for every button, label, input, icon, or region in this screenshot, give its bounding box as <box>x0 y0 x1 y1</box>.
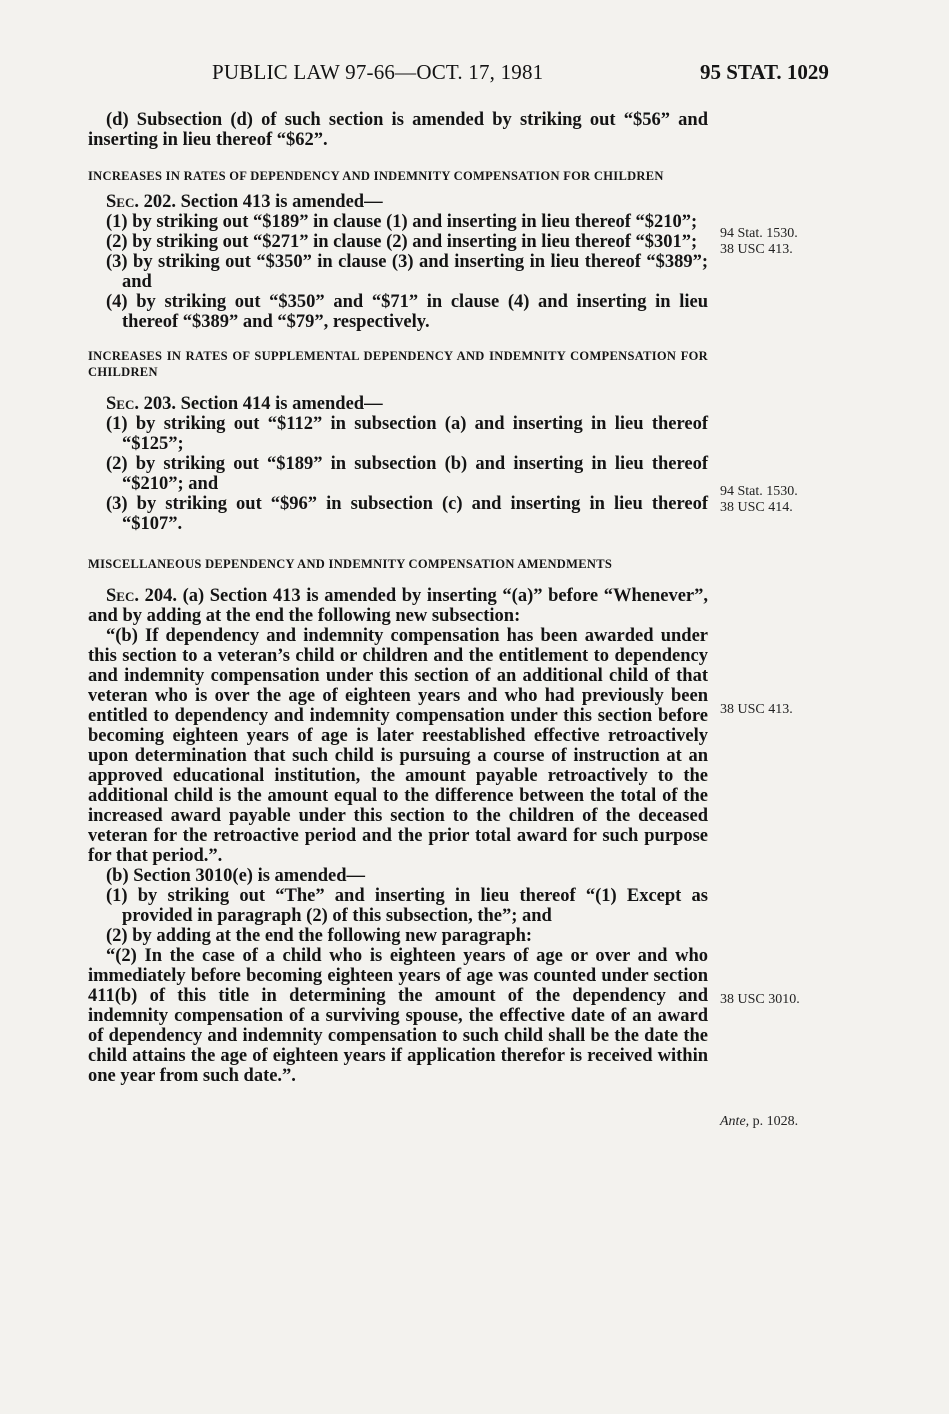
section-202-item-2: (2) by striking out “$271” in clause (2) and inserting in lieu thereof “$301”; <box>106 232 698 252</box>
body-text <box>88 110 708 1086</box>
section-204-a <box>88 586 708 626</box>
margin-note-usc-citation: 38 USC 413. <box>720 242 793 257</box>
section-203-intro <box>88 394 708 414</box>
section-204-quoted-paragraph-2: “(2) In the case of a child who is eighteen years of age or over and who immediately before becoming eighteen years of age was counted under section 411(b) of this title in determining the amount of the dependency and indemnity compensation of a surviving spouse, the effective date of an award of dependency and indemnity compensation to such child shall be the date the child attains the age of eighteen years if application therefor is received within one year from such date.”. <box>88 946 708 1086</box>
section-202-item-4: (4) by striking out “$350” and “$71” in clause (4) and inserting in lieu thereof “$389” and “$79”, respectively. <box>106 292 708 332</box>
margin-note-stat-citation: 94 Stat. 1530. <box>720 484 798 499</box>
margin-note-sec204-a <box>720 702 793 718</box>
section-202-intro-text: Section 413 is amended— <box>180 192 383 212</box>
margin-note-ante <box>720 1114 798 1130</box>
section-202-item-3: (3) by striking out “$350” in clause (3) and inserting in lieu thereof “$389”; and <box>106 252 708 292</box>
section-203-item-3: (3) by striking out “$96” in subsection (c) and inserting in lieu thereof “$107”. <box>106 494 708 534</box>
subsection-d: (d) Subsection (d) of such section is amended by striking out “$56” and inserting in lieu thereof “$62”. <box>88 110 708 150</box>
section-204-b-intro: (b) Section 3010(e) is amended— <box>106 866 365 886</box>
margin-note-ante-page: p. 1028. <box>749 1114 799 1129</box>
section-heading-202: INCREASES IN RATES OF DEPENDENCY AND INDEMNITY COMPENSATION FOR CHILDREN <box>88 169 664 183</box>
section-heading-204: MISCELLANEOUS DEPENDENCY AND INDEMNITY COMPENSATION AMENDMENTS <box>88 557 613 571</box>
margin-note-ante-italic: Ante, <box>720 1114 750 1129</box>
stat-page-number: 95 STAT. 1029 <box>700 60 829 84</box>
section-203-intro-text: Section 414 is amended— <box>180 394 383 414</box>
margin-note-sec202 <box>720 226 798 258</box>
section-202-label: Sec. 202. <box>106 192 176 212</box>
section-203-item-1: (1) by striking out “$112” in subsection (a) and inserting in lieu thereof “$125”; <box>106 414 708 454</box>
section-204-quoted-subsection-b: “(b) If dependency and indemnity compensation has been awarded under this section to a veteran’s child or children and the entitlement to dependency and indemnity compensation under this section of an additional child of that veteran who is over the age of eighteen years and who had previously been entitled to dependency and indemnity compensation under this section before becoming eighteen years of age is later reestablished effective retroactively upon determination that such child is pursuing a course of instruction at an approved educational institution, the amount payable retroactively to the additional child is the amount equal to the difference between the total of the increased award payable under this section to the children of the deceased veteran for the retroactive period and the prior total award for such purpose for that period.”. <box>88 626 708 866</box>
margin-note-sec204-b <box>720 992 800 1008</box>
section-204-b-item-1: (1) by striking out “The” and inserting in lieu thereof “(1) Except as provided in paragraph (2) of this subsection, the”; and <box>106 886 708 926</box>
section-202-intro <box>88 192 708 212</box>
margin-note-stat-citation: 94 Stat. 1530. <box>720 226 798 241</box>
page-header <box>0 60 949 90</box>
margin-note-usc-citation: 38 USC 414. <box>720 500 793 515</box>
section-204-label: Sec. 204. <box>106 586 177 606</box>
section-heading-203: INCREASES IN RATES OF SUPPLEMENTAL DEPENDENCY AND INDEMNITY COMPENSATION FOR CHILDREN <box>88 349 708 379</box>
section-203-label: Sec. 203. <box>106 394 176 414</box>
section-203-item-2: (2) by striking out “$189” in subsection (b) and inserting in lieu thereof “$210”; and <box>106 454 708 494</box>
margin-note-usc-citation: 38 USC 413. <box>720 702 793 717</box>
margin-note-sec203 <box>720 484 798 516</box>
running-title: PUBLIC LAW 97-66—OCT. 17, 1981 <box>212 60 544 84</box>
margin-note-usc-citation: 38 USC 3010. <box>720 992 800 1007</box>
section-204-b-item-2: (2) by adding at the end the following new paragraph: <box>106 926 533 946</box>
section-202-item-1: (1) by striking out “$189” in clause (1) and inserting in lieu thereof “$210”; <box>106 212 698 232</box>
section-204-a-text: (a) Section 413 is amended by inserting “(a)” before “Whenever”, and by adding at the end the following new subsection: <box>88 586 708 626</box>
